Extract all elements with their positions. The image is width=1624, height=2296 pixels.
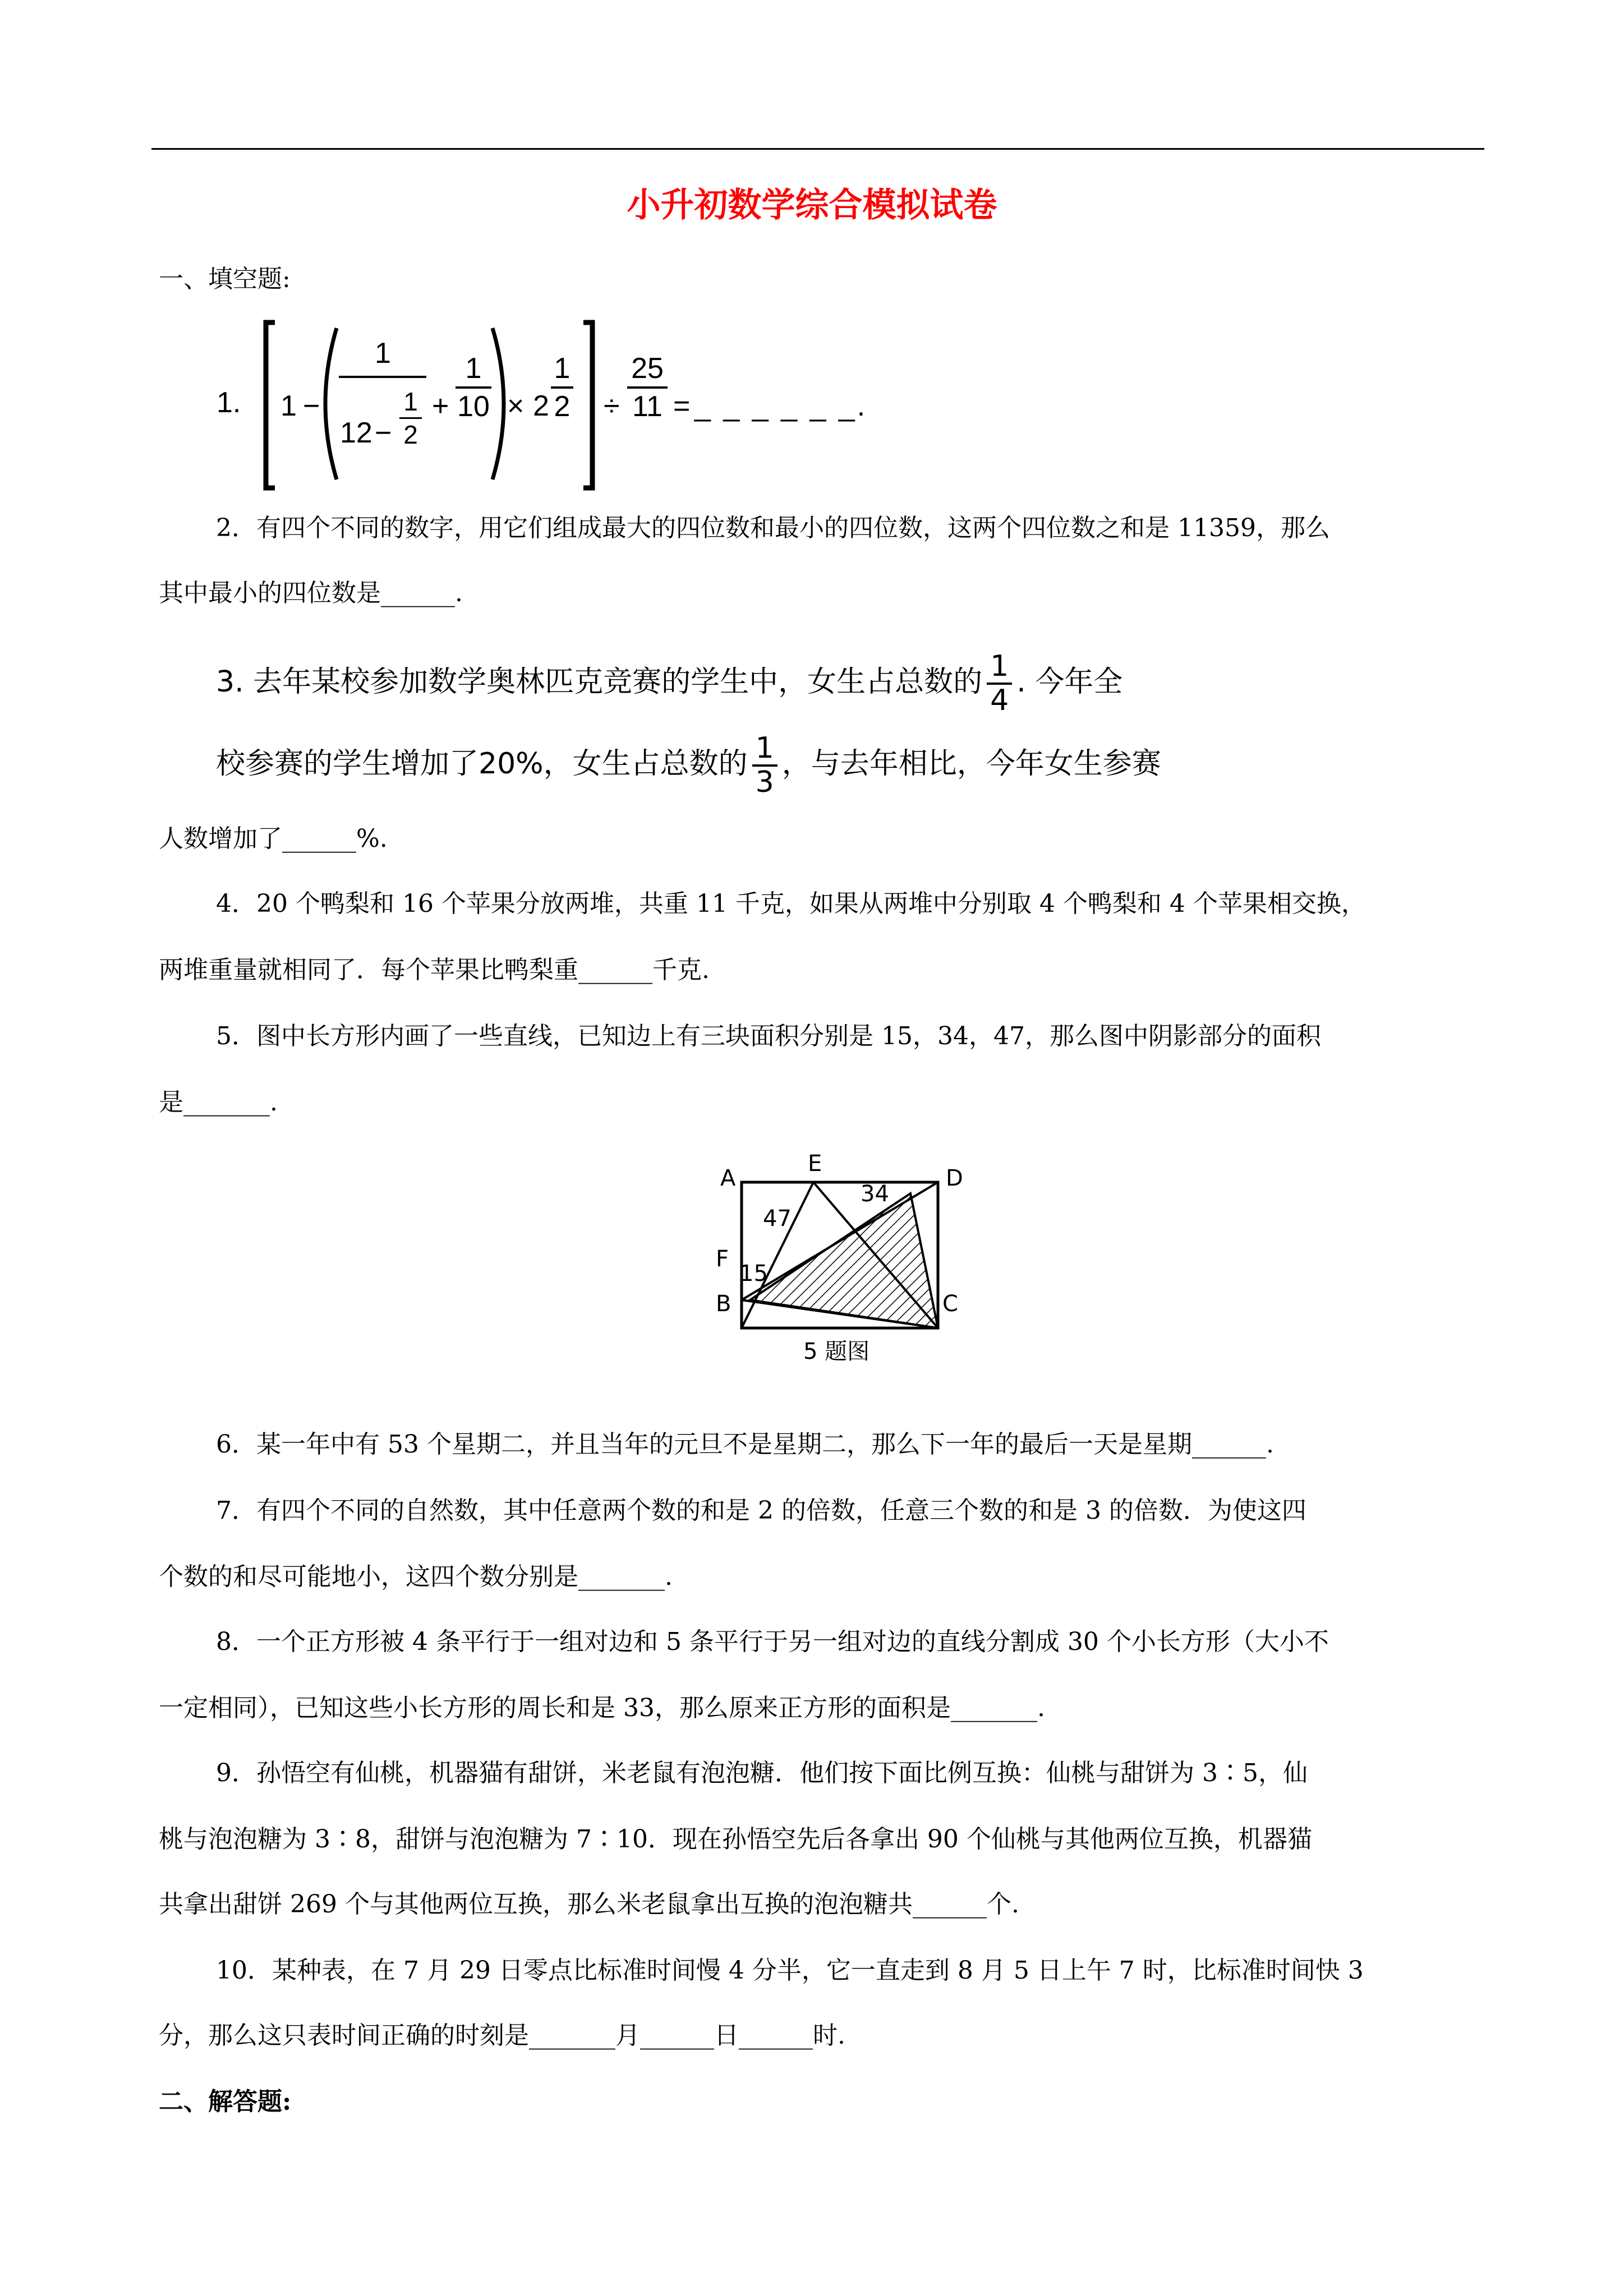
q8-line1: 8．一个正方形被 4 条平行于一组对边和 5 条平行于另一组对边的直线分割成 30 个小长方形（大小不 xyxy=(216,1628,1329,1656)
q1-tenth-frac xyxy=(456,351,491,425)
point-e-label: E xyxy=(808,1151,822,1177)
q4-line1: 4．20 个鸭梨和 16 个苹果分放两堆，共重 11 千克，如果从两堆中分别取 4 个鸭梨和 4 个苹果相交换， xyxy=(216,889,1366,918)
q1-whole: 2 xyxy=(533,390,549,422)
q1-tenth-denominator: 10 xyxy=(457,390,490,423)
q1-plus: + xyxy=(432,390,449,422)
q1-den-12: 12 xyxy=(340,417,372,449)
q3-line2 xyxy=(216,732,1161,799)
q3-quarter-numerator: 1 xyxy=(987,651,1012,685)
q3-line1-tail: . 今年全 xyxy=(1016,665,1123,699)
q1-half-denominator: 2 xyxy=(403,420,418,449)
q9-line1: 9．孙悟空有仙桃，机器猫有甜饼，米老鼠有泡泡糖．他们按下面比例互换：仙桃与甜饼为 3∶5，仙 xyxy=(216,1759,1308,1787)
q1-big-frac-numerator: 1 xyxy=(375,337,391,370)
q1-half-frac xyxy=(399,386,422,450)
q1-minus: − xyxy=(303,390,320,422)
q5-line1: 5．图中长方形内画了一些直线，已知边上有三块面积分别是 15，34，47，那么图中阴影部分的面积 xyxy=(216,1022,1321,1050)
q2-line2: 其中最小的四位数是______. xyxy=(159,579,463,607)
q1-den-minus: − xyxy=(375,417,392,449)
point-a-label: A xyxy=(720,1165,736,1191)
area-47-label: 47 xyxy=(763,1206,792,1232)
q3-fraction-quarter xyxy=(987,651,1012,717)
q2-line1: 2．有四个不同的数字，用它们组成最大的四位数和最小的四位数，这两个四位数之和是 11359，那么 xyxy=(216,514,1330,542)
q1-right-frac xyxy=(627,351,668,425)
area-34-label: 34 xyxy=(861,1181,889,1207)
q1-half-numerator: 1 xyxy=(399,386,422,419)
q1-one: 1 xyxy=(280,390,297,422)
q1-right-numerator: 25 xyxy=(627,351,668,389)
q5-line2: 是_______. xyxy=(159,1088,278,1117)
section-heading-fill: 一、填空题: xyxy=(159,265,291,293)
point-f-label: F xyxy=(716,1246,729,1272)
area-15-label: 15 xyxy=(739,1261,768,1287)
q3-third-numerator: 1 xyxy=(752,732,778,767)
page-title: 小升初数学综合模拟试卷 xyxy=(627,186,997,225)
q3-quarter-denominator: 4 xyxy=(990,684,1009,718)
q1-div: ÷ xyxy=(604,390,620,422)
q6-line1: 6．某一年中有 53 个星期二，并且当年的元旦不是星期二，那么下一年的最后一天是星期______. xyxy=(216,1430,1274,1459)
point-d-label: D xyxy=(946,1165,963,1191)
q8-line2: 一定相同），已知这些小长方形的周长和是 33，那么原来正方形的面积是_______. xyxy=(159,1694,1045,1722)
q3-line2-tail: ，与去年相比，今年女生参赛 xyxy=(781,747,1161,781)
q3-third-denominator: 3 xyxy=(755,766,774,800)
point-b-label: B xyxy=(716,1291,732,1317)
figure-caption: 5 题图 xyxy=(803,1339,870,1364)
q1-mixed-numerator: 1 xyxy=(551,351,573,389)
q3-line1 xyxy=(216,651,1122,717)
q3-fraction-third xyxy=(752,732,778,799)
q10-line2: 分，那么这只表时间正确的时刻是_______月______日______时. xyxy=(159,2021,845,2050)
q1-big-frac-bar xyxy=(339,376,426,378)
q1-mixed-denominator: 2 xyxy=(554,390,571,423)
q1-equals: = xyxy=(673,390,691,422)
q1-times: × xyxy=(507,390,525,422)
q4-line2: 两堆重量就相同了．每个苹果比鸭梨重______千克. xyxy=(159,956,710,984)
q3-line1-text: 3. 去年某校参加数学奥林匹克竞赛的学生中，女生占总数的 xyxy=(216,665,983,699)
q7-line2: 个数的和尽可能地小，这四个数分别是_______. xyxy=(159,1562,673,1591)
section-heading-answers: 二、解答题: xyxy=(159,2087,292,2116)
q9-line2: 桃与泡泡糖为 3∶8，甜饼与泡泡糖为 7∶10．现在孙悟空先后各拿出 90 个仙桃与其他两位互换，机器猫 xyxy=(159,1825,1312,1854)
q1-right-denominator: 11 xyxy=(632,390,663,423)
point-c-label: C xyxy=(942,1291,958,1317)
q9-line3: 共拿出甜饼 269 个与其他两位互换，那么米老鼠拿出互换的泡泡糖共______个. xyxy=(159,1890,1019,1919)
q3-line3: 人数增加了______%. xyxy=(159,824,388,853)
q1-mixed-frac xyxy=(551,351,573,425)
q1-answer-blank: _ _ _ _ _ _. xyxy=(694,390,868,422)
q1-number: 1. xyxy=(217,386,241,419)
q10-line1: 10．某种表，在 7 月 29 日零点比标准时间慢 4 分半，它一直走到 8 月 5 日上午 7 时，比标准时间快 3 xyxy=(216,1956,1364,1985)
q3-line2-text: 校参赛的学生增加了20%，女生占总数的 xyxy=(216,747,748,781)
q1-tenth-numerator: 1 xyxy=(456,351,491,389)
q7-line1: 7．有四个不同的自然数，其中任意两个数的和是 2 的倍数，任意三个数的和是 3 的倍数．为使这四 xyxy=(216,1496,1306,1525)
